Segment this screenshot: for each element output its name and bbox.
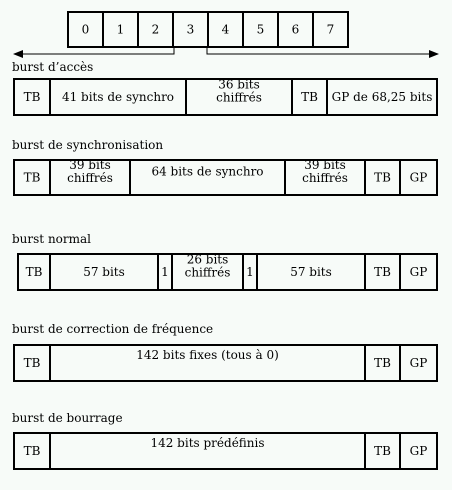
timeslot-label: 6 [291, 22, 300, 37]
burst-title: burst de synchronisation [12, 138, 164, 152]
burst-1 [12, 138, 437, 195]
field-label: 1 [161, 265, 169, 279]
field-label: 26 bits [186, 252, 229, 267]
field-label: GP [409, 170, 428, 185]
field-label: 57 bits [83, 265, 125, 279]
timeslot-row [14, 12, 438, 54]
timeslot-2 [138, 12, 173, 47]
field-label: TB [374, 356, 391, 370]
field-label: chiffrés [184, 265, 231, 280]
burst-title: burst de correction de fréquence [12, 322, 214, 336]
field-label: 142 bits prédéfinis [150, 436, 265, 450]
field-label: TB [374, 170, 391, 185]
field-label: TB [23, 170, 41, 185]
field-label: GP [409, 356, 428, 370]
field-label: chiffrés [67, 171, 113, 185]
timeslot-label: 5 [256, 22, 265, 37]
timeslot-4 [208, 12, 243, 47]
zoom-arrows [14, 47, 438, 54]
field-label: GP [409, 444, 428, 458]
field-label: 41 bits de synchro [61, 90, 175, 104]
timeslot-label: 2 [151, 22, 160, 37]
burst-4 [12, 411, 437, 469]
field-label: 36 bits [218, 77, 260, 92]
burst-title: burst normal [12, 232, 92, 246]
timeslot-5 [243, 12, 278, 47]
field-label: chiffrés [216, 90, 262, 105]
timeslot-0 [68, 12, 103, 47]
burst-0 [12, 60, 437, 115]
field-label: 142 bits fixes (tous à 0) [136, 348, 279, 362]
timeslot-label: 4 [221, 22, 230, 37]
burst-list [12, 60, 437, 469]
timeslot-7 [313, 12, 348, 47]
field-label: TB [23, 90, 41, 104]
field-label: 64 bits de synchro [151, 164, 264, 179]
zoom-arrow-right [207, 47, 438, 54]
burst-3 [12, 322, 437, 381]
field-label: TB [23, 356, 41, 370]
timeslot-label: 3 [186, 22, 195, 37]
field-label: 39 bits [304, 158, 346, 172]
timeslot-label: 0 [81, 22, 90, 37]
field-label: TB [25, 265, 43, 279]
field-label: 57 bits [290, 265, 332, 279]
field-label: TB [301, 90, 318, 104]
field-label: TB [23, 444, 41, 458]
timeslot-label: 7 [326, 22, 335, 37]
timeslot-6 [278, 12, 313, 47]
field-label: chiffrés [302, 171, 348, 185]
field-label: TB [374, 444, 391, 458]
timeslot-3 [173, 12, 208, 47]
field-label: 1 [246, 265, 254, 279]
timeslot-label: 1 [116, 22, 125, 37]
burst-2 [12, 232, 437, 290]
zoom-arrow-left [14, 47, 174, 54]
burst-title: burst de bourrage [12, 411, 123, 425]
field-label: 39 bits [69, 158, 111, 172]
field-label: GP [409, 265, 428, 279]
burst-title: burst d’accès [12, 60, 94, 74]
field-label: TB [374, 265, 391, 279]
timeslot-1 [103, 12, 138, 47]
field-label: GP de 68,25 bits [331, 90, 433, 104]
